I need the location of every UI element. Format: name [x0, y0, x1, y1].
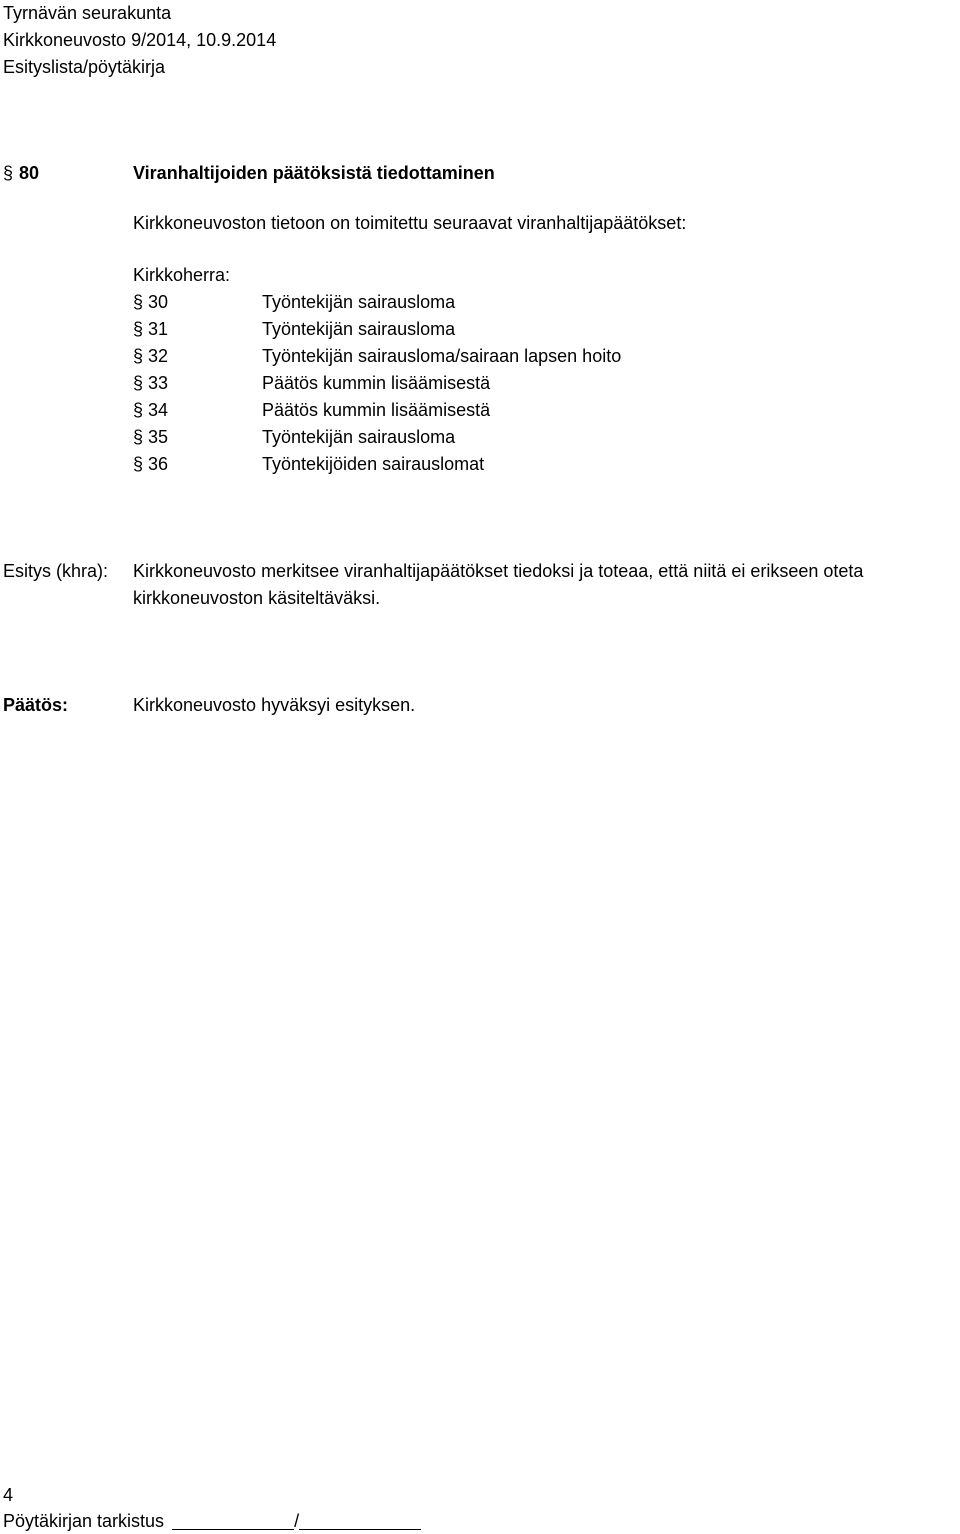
section-mark: § [133, 346, 144, 366]
list-label: Kirkkoherra: [133, 265, 231, 285]
signature-separator: / [294, 1511, 300, 1531]
item-text: Työntekijän sairausloma/sairaan lapsen hoito [262, 346, 622, 366]
proposal-text: Kirkkoneuvosto merkitsee viranhaltijapäätökset tiedoksi ja toteaa, että niitä ei erikseen oteta kirkkoneuvoston käsiteltäväksi. [133, 561, 864, 608]
document-type: Esityslista/pöytäkirja [3, 57, 166, 77]
item-number: 30 [148, 292, 169, 312]
item-number: 36 [148, 454, 169, 474]
section-title: Viranhaltijoiden päätöksistä tiedottaminen [133, 163, 495, 183]
meeting-info: Kirkkoneuvosto 9/2014, 10.9.2014 [3, 30, 277, 50]
section-mark: § [3, 163, 14, 183]
decision-text: Kirkkoneuvosto hyväksyi esityksen. [133, 695, 416, 715]
item-number: 33 [148, 373, 169, 393]
item-number: 35 [148, 427, 169, 447]
section-mark: § [133, 454, 144, 474]
document-header [3, 0, 276, 81]
page-footer [3, 1482, 421, 1534]
section-mark: § [133, 292, 144, 312]
item-number: 31 [148, 319, 169, 339]
item-text: Työntekijän sairausloma [262, 319, 456, 339]
item-text: Työntekijän sairausloma [262, 292, 456, 312]
item-text: Päätös kummin lisäämisestä [262, 400, 491, 420]
decision-label: Päätös: [3, 695, 69, 715]
section-mark: § [133, 319, 144, 339]
section-number: 80 [19, 163, 40, 183]
page-number: 4 [3, 1485, 14, 1505]
section-mark: § [133, 400, 144, 420]
signature-blank [172, 1512, 294, 1530]
item-number: 32 [148, 346, 169, 366]
intro-text: Kirkkoneuvoston tietoon on toimitettu seuraavat viranhaltijapäätökset: [133, 213, 687, 233]
section-mark: § [133, 427, 144, 447]
item-text: Päätös kummin lisäämisestä [262, 373, 491, 393]
signature-blank [299, 1512, 421, 1530]
item-text: Työntekijän sairausloma [262, 427, 456, 447]
section-heading [0, 160, 960, 186]
organization-name: Tyrnävän seurakunta [3, 3, 172, 23]
review-label: Pöytäkirjan tarkistus [3, 1511, 165, 1531]
item-text: Työntekijöiden sairauslomat [262, 454, 485, 474]
proposal-label: Esitys (khra): [3, 561, 109, 581]
item-number: 34 [148, 400, 169, 420]
section-mark: § [133, 373, 144, 393]
review-signature-line [3, 1508, 421, 1534]
